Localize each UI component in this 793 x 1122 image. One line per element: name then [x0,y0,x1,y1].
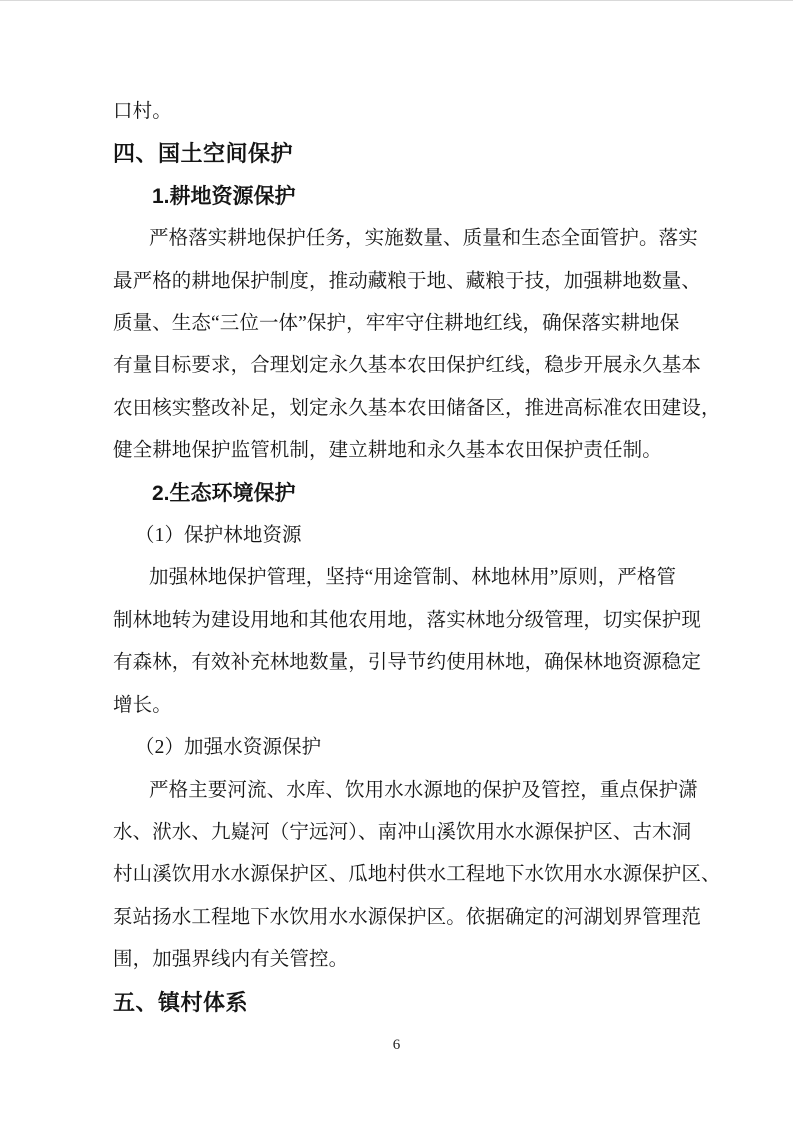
body-line: 有森林，有效补充林地数量，引导节约使用林地，确保林地资源稳定 [113,652,702,674]
page-number: 6 [392,1037,401,1053]
clause-heading-2: （2）加强水资源保护 [135,737,322,759]
subsection-heading-1: 1.耕地资源保护 [152,184,296,208]
body-line: 农田核实整改补足，划定永久基本农田储备区，推进高标准农田建设， [113,397,721,419]
clause-heading-1: （1）保护林地资源 [135,525,302,547]
section-heading-5: 五、镇村体系 [113,989,249,1015]
body-line: 健全耕地保护监管机制，建立耕地和永久基本农田保护责任制。 [113,440,662,462]
body-line: 村山溪饮用水水源保护区、瓜地村供水工程地下水饮用水水源保护区、 [113,864,721,886]
subsection-heading-2: 2.生态环境保护 [152,481,296,505]
body-line: 有量目标要求，合理划定永久基本农田保护红线，稳步开展永久基本 [113,355,702,377]
body-line: 最严格的耕地保护制度，推动藏粮于地、藏粮于技，加强耕地数量、 [113,270,702,292]
body-line: 制林地转为建设用地和其他农用地，落实林地分级管理，切实保护现 [113,609,702,631]
paragraph-continuation-line: 口村。 [113,101,172,122]
body-line: 泵站扬水工程地下水饮用水水源保护区。依据确定的河湖划界管理范 [113,906,702,928]
body-line: 严格落实耕地保护任务，实施数量、质量和生态全面管护。落实 [149,228,698,250]
body-line: 水、洑水、九嶷河（宁远河）、南冲山溪饮用水水源保护区、古木洞 [113,821,692,843]
body-line: 加强林地保护管理，坚持“用途管制、林地林用”原则，严格管 [149,567,677,589]
body-line: 质量、生态“三位一体”保护，牢牢守住耕地红线，确保落实耕地保 [113,313,680,335]
document-body [113,91,721,1024]
section-heading-4: 四、国土空间保护 [113,141,294,167]
body-line: 围，加强界线内有关管控。 [113,949,349,971]
body-line: 严格主要河流、水库、饮用水水源地的保护及管控，重点保护潇 [149,779,698,801]
body-line: 增长。 [113,694,172,716]
